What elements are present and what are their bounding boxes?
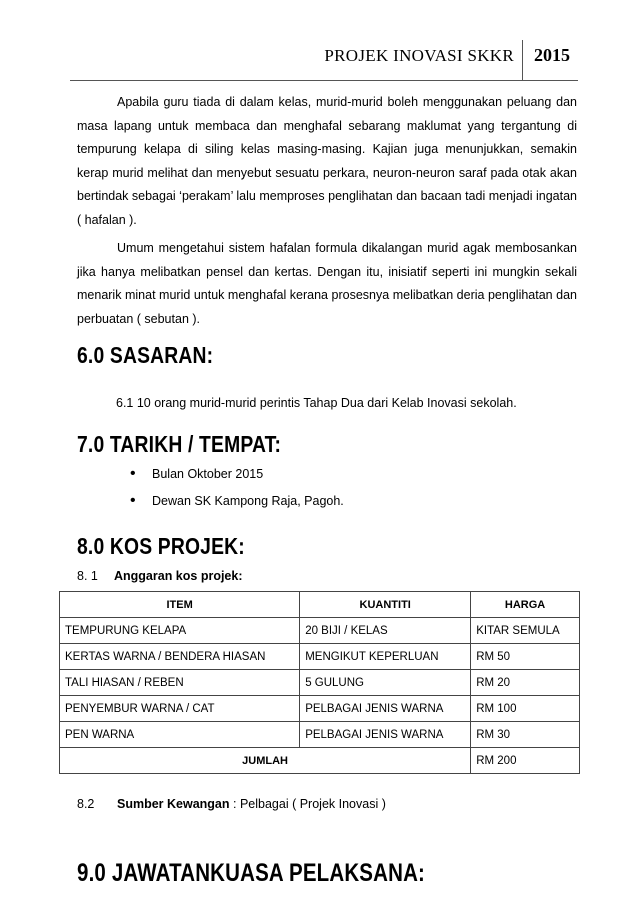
kos-sub-number: 8. 1 (77, 569, 98, 583)
cell-harga: RM 30 (471, 722, 580, 748)
cell-item: PEN WARNA (60, 722, 300, 748)
table-row (60, 644, 580, 670)
column-header-kuantiti: KUANTITI (300, 592, 471, 618)
header-divider (522, 40, 523, 80)
cell-item: TALI HIASAN / REBEN (60, 670, 300, 696)
cost-table (59, 591, 580, 774)
cell-kuantiti: PELBAGAI JENIS WARNA (300, 722, 471, 748)
cell-harga: RM 50 (471, 644, 580, 670)
column-header-harga: HARGA (471, 592, 580, 618)
cell-kuantiti: MENGIKUT KEPERLUAN (300, 644, 471, 670)
heading-kos-projek: 8.0 KOS PROJEK: (77, 533, 245, 559)
paragraph-2: Umum mengetahui sistem hafalan formula dikalangan murid agak membosankan jika hanya melibatkan pensel dan kertas. Dengan itu, inisiatif seperti ini mungkin sekali menarik minat murid untuk menghafal kerana prosesnya melibatkan deria penglihatan dan perbuatan ( sebutan ). (77, 241, 577, 326)
kos-sub-label: Anggaran kos projek: (114, 569, 243, 583)
heading-jawatankuasa: 9.0 JAWATANKUASA PELAKSANA: (77, 859, 426, 887)
header-rule (70, 80, 578, 81)
cell-harga: RM 20 (471, 670, 580, 696)
column-header-item: ITEM (60, 592, 300, 618)
table-row (60, 618, 580, 644)
sumber-kewangan-line (77, 797, 386, 811)
bullet-item-place: • Dewan SK Kampong Raja, Pagoh. (130, 494, 344, 521)
heading-tarikh-tempat: 7.0 TARIKH / TEMPAT: (77, 431, 282, 457)
kos-subheading (77, 569, 243, 583)
total-label: JUMLAH (60, 748, 471, 774)
cell-item: KERTAS WARNA / BENDERA HIASAN (60, 644, 300, 670)
table-header-row (60, 592, 580, 618)
cell-kuantiti: 20 BIJI / KELAS (300, 618, 471, 644)
cell-kuantiti: 5 GULUNG (300, 670, 471, 696)
cell-item: TEMPURUNG KELAPA (60, 618, 300, 644)
sasaran-item: 6.1 10 orang murid-murid perintis Tahap Dua dari Kelab Inovasi sekolah. (116, 396, 517, 410)
sumber-value: : Pelbagai ( Projek Inovasi ) (229, 797, 386, 811)
table-row (60, 722, 580, 748)
cell-kuantiti: PELBAGAI JENIS WARNA (300, 696, 471, 722)
table-row (60, 696, 580, 722)
paragraph-1: Apabila guru tiada di dalam kelas, murid-murid boleh menggunakan peluang dan masa lapang untuk membaca dan menghafal sebarang maklumat yang tergantung di tempurung kelapa di siling kelas masing-masing. Kajian juga menunjukkan, semakin kerap murid melihat dan menyebut sesuatu perkara, neuron-neuron saraf pada otak akan bertindak sebagai ‘perakam’ lalu memproses penglihatan dan bacaan tadi menjadi ingatan ( hafalan ). (77, 95, 577, 227)
heading-sasaran: 6.0 SASARAN: (77, 342, 214, 368)
cell-harga: KITAR SEMULA (471, 618, 580, 644)
total-value: RM 200 (471, 748, 580, 774)
header-title: PROJEK INOVASI SKKR (324, 46, 514, 65)
tarikh-bullet-list (130, 467, 344, 521)
table-row (60, 670, 580, 696)
header-year: 2015 (534, 45, 570, 65)
sumber-number: 8.2 (77, 797, 95, 811)
cell-item: PENYEMBUR WARNA / CAT (60, 696, 300, 722)
bullet-item-date: • Bulan Oktober 2015 (130, 467, 344, 494)
page-header (60, 40, 578, 78)
table-total-row (60, 748, 580, 774)
cell-harga: RM 100 (471, 696, 580, 722)
sumber-label: Sumber Kewangan (117, 797, 230, 811)
